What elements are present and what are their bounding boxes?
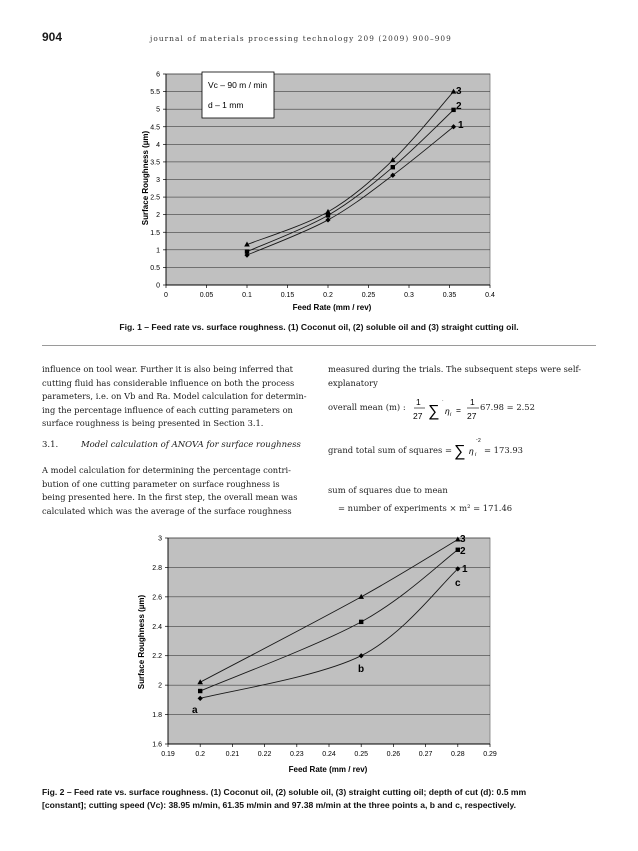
caption-line: Fig. 2 – Feed rate vs. surface roughness. (1) Coconut oil, (2) soluble oil, (3) straight cutting oil; depth of cut (d): 0.5 mm [42, 787, 527, 797]
y-tick-label: 2 [156, 212, 160, 220]
svg-text:∑: ∑ [454, 443, 466, 460]
left-column-paragraph-2 [42, 464, 308, 518]
figure-1-curve-label-2: 2 [456, 101, 462, 112]
text-line: influence on tool wear. Further it is also being inferred that [42, 364, 294, 374]
right-column-paragraph [328, 363, 596, 390]
equation-label: grand total sum of squares = [328, 445, 452, 455]
figure-1-caption: Fig. 1 – Feed rate vs. surface roughness. (1) Coconut oil, (2) soluble oil and (3) straight cutting oil. [119, 322, 519, 332]
y-tick-label: 2 [158, 682, 162, 690]
y-tick-label: 0.5 [150, 264, 160, 272]
text-line: measured during the trials. The subsequent steps were self- [328, 364, 582, 374]
figure-2-y-axis-label: Surface Roughness (µm) [137, 594, 146, 690]
x-tick-label: 0.1 [242, 292, 252, 299]
equation-label: overall mean (m) : [328, 402, 406, 412]
y-tick-label: 1.6 [152, 741, 162, 749]
data-point-series-2 [245, 249, 249, 253]
figure-1-chart [130, 62, 510, 318]
x-tick-label: 0.4 [485, 292, 495, 299]
equation-grand-total [328, 445, 452, 455]
text-line: bution of one cutting parameter on surface roughness is [42, 478, 280, 489]
y-tick-label: 2.4 [152, 623, 162, 631]
x-tick-label: 0.3 [404, 292, 414, 299]
x-tick-label: 0.35 [442, 292, 457, 299]
x-tick-label: 0.2 [323, 292, 333, 299]
svg-text:i: i [475, 452, 477, 458]
equation-sum-squares-label: sum of squares due to mean [328, 485, 448, 495]
equation-overall-mean-result: 67.98 = 2.52 [480, 402, 535, 412]
section-number: 3.1. [42, 440, 59, 450]
x-tick-label: 0 [164, 292, 168, 299]
page-number: 904 [42, 30, 63, 44]
svg-text:i: i [450, 412, 452, 418]
x-tick-label: 0.25 [354, 751, 369, 758]
y-tick-label: 1 [156, 247, 160, 255]
svg-text:2: 2 [478, 438, 481, 444]
journal-header: journal of materials processing technology 209 (2009) 900–909 [150, 34, 452, 43]
y-tick-label: 3 [158, 535, 162, 543]
figure-2-curve-label-3: 3 [460, 534, 466, 545]
section-heading [42, 440, 301, 450]
text-line: being presented here. In the first step, the overall mean was [42, 492, 298, 503]
x-tick-label: 0.19 [161, 751, 175, 758]
svg-text:1: 1 [416, 397, 421, 407]
equation-grand-total-math [454, 434, 484, 462]
text-line: calculated which was the average of the surface roughness [42, 505, 292, 516]
figure-2-curve-label-1: 1 [462, 564, 468, 575]
figure-2-caption [42, 786, 602, 812]
y-tick-label: 1.5 [150, 229, 160, 237]
x-tick-label: 0.21 [225, 751, 240, 758]
y-tick-label: 0 [156, 282, 160, 290]
text-line: parameters, i.e. on Vb and Ra. Model calculation for determin- [42, 391, 307, 402]
caption-line: [constant]; cutting speed (Vc): 38.95 m/min, 61.35 m/min and 97.38 m/min at the three points a, b and c, respectively. [42, 800, 517, 810]
data-point-series-2 [198, 689, 202, 693]
figure-1-y-axis-label: Surface Roughness (µm) [141, 130, 150, 226]
text-line: cutting fluid has considerable influence on both the process [42, 377, 295, 388]
figure-2-curve-label-2: 2 [460, 546, 466, 557]
x-tick-label: 0.22 [257, 751, 272, 758]
x-tick-label: 0.2 [195, 751, 206, 758]
x-tick-label: 0.24 [322, 751, 336, 758]
figure-1-x-axis-label: Feed Rate (mm / rev) [292, 303, 372, 312]
figure-1-legend-speed: Vc – 90 m / min [208, 80, 268, 90]
svg-text:∑: ∑ [428, 403, 440, 420]
x-tick-label: 0.05 [199, 292, 214, 299]
equation-grand-total-result: = 173.93 [484, 445, 523, 455]
plot-area [168, 538, 490, 744]
x-tick-label: 0.23 [289, 751, 304, 758]
y-tick-label: 2.6 [152, 594, 162, 602]
x-tick-label: 0.26 [386, 751, 401, 758]
svg-text:-: - [476, 437, 478, 443]
text-line: surface roughness is being presented in Section 3.1. [42, 418, 264, 429]
figure-2-chart [130, 528, 510, 780]
text-line: A model calculation for determining the percentage contri- [42, 465, 291, 475]
figure-2-point-label-b: b [358, 664, 365, 675]
figure-2-point-label-c: c [455, 578, 461, 589]
y-tick-label: 1.8 [152, 712, 162, 720]
equation-overall-mean [328, 402, 406, 412]
svg-text:η: η [469, 446, 474, 456]
svg-text:27: 27 [467, 411, 477, 421]
text-line: ing the percentage influence of each cutting parameters on [42, 404, 293, 415]
data-point-series-2 [359, 620, 363, 624]
x-tick-label: 0.28 [450, 751, 465, 758]
figure-1-legend-depth: d – 1 mm [208, 100, 244, 110]
y-tick-label: 3 [156, 177, 160, 184]
svg-text:=: = [456, 405, 461, 415]
y-tick-label: 5.5 [150, 89, 160, 97]
left-column-paragraph-1 [42, 363, 308, 431]
y-tick-label: 2.2 [152, 653, 162, 661]
figure-1-curve-label-1: 1 [458, 120, 464, 131]
text-line: explanatory [328, 377, 378, 388]
figure-1-curve-label-3: 3 [456, 86, 462, 97]
x-tick-label: 0.25 [361, 292, 376, 299]
y-tick-label: 4 [156, 141, 160, 149]
x-tick-label: 0.27 [418, 751, 433, 758]
equation-sum-squares: = number of experiments × m² = 171.46 [338, 503, 513, 513]
x-tick-label: 0.29 [483, 751, 497, 758]
y-tick-label: 6 [156, 71, 160, 79]
svg-text:η: η [445, 406, 450, 416]
svg-text:·: · [442, 398, 444, 404]
figure-2-point-label-a: a [192, 705, 198, 716]
svg-text:27: 27 [413, 411, 423, 421]
section-title: Model calculation of ANOVA for surface roughness [80, 440, 301, 450]
y-tick-label: 4.5 [150, 124, 160, 132]
figure-1-legend-box [202, 72, 274, 118]
x-tick-label: 0.15 [280, 292, 295, 299]
y-tick-label: 2.8 [152, 564, 162, 572]
divider [42, 345, 596, 346]
y-tick-label: 5 [156, 106, 160, 114]
data-point-series-2 [391, 165, 395, 169]
svg-text:1: 1 [470, 397, 475, 407]
y-tick-label: 2.5 [150, 194, 160, 202]
y-tick-label: 3.5 [150, 159, 160, 167]
figure-2-x-axis-label: Feed Rate (mm / rev) [288, 765, 368, 774]
